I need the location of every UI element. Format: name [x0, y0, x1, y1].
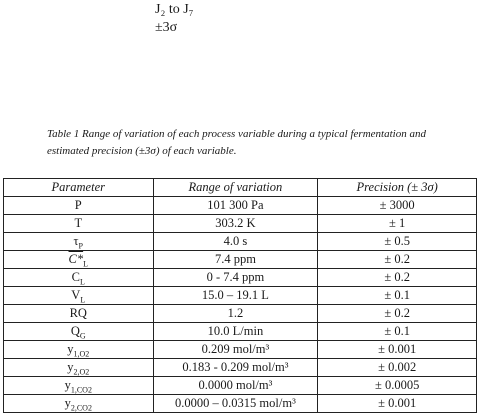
parameter-cell	[4, 197, 154, 215]
parameter-cell	[4, 377, 154, 395]
parameter-cell	[4, 233, 154, 251]
table-caption	[47, 126, 447, 160]
parameter-cell	[4, 251, 154, 269]
parameter-symbol: y	[67, 342, 74, 356]
table-row	[4, 287, 477, 305]
range-cell: 15.0 – 19.1 L	[153, 287, 318, 305]
parameter-cell	[4, 269, 154, 287]
range-cell: 101 300 Pa	[153, 197, 318, 215]
parameter-symbol: P	[74, 198, 82, 212]
parameter-symbol: C	[71, 270, 80, 284]
parameter-symbol: τ	[73, 234, 79, 248]
table-row	[4, 323, 477, 341]
parameter-cell	[4, 287, 154, 305]
parameter-symbol: y	[64, 396, 71, 410]
parameter-subscript: L	[79, 277, 85, 287]
parameter-symbol: C*	[68, 252, 84, 266]
parameter-subscript: L	[83, 259, 88, 269]
precision-cell: ± 0.1	[318, 287, 477, 305]
precision-cell: ± 0.2	[318, 305, 477, 323]
precision-cell: ± 0.5	[318, 233, 477, 251]
parameter-subscript: P	[78, 241, 83, 251]
range-cell: 303.2 K	[153, 215, 318, 233]
table-row	[4, 377, 477, 395]
parameter-symbol: T	[74, 216, 83, 230]
parameter-symbol: V	[71, 288, 81, 302]
header-precision: Precision (± 3σ)	[318, 179, 477, 197]
parameter-subscript: 1,CO2	[70, 385, 92, 395]
equation-fragment-range: J₂ to J₇	[155, 2, 194, 17]
table-row	[4, 305, 477, 323]
precision-cell: ± 0.001	[318, 395, 477, 413]
table-row	[4, 395, 477, 413]
table-row	[4, 215, 477, 233]
equation-fragment-precision: ±3σ	[155, 20, 178, 35]
parameter-subscript: 2,O2	[73, 367, 90, 377]
precision-cell: ± 3000	[318, 197, 477, 215]
table-row	[4, 269, 477, 287]
parameter-subscript: 1,O2	[73, 349, 90, 359]
precision-cell: ± 0.0005	[318, 377, 477, 395]
table-row	[4, 233, 477, 251]
parameter-cell	[4, 215, 154, 233]
range-cell: 0.209 mol/m³	[153, 341, 318, 359]
parameter-symbol: y	[67, 360, 74, 374]
range-cell: 10.0 L/min	[153, 323, 318, 341]
caption-line-2: estimated precision (±3σ) of each variable.	[47, 145, 237, 157]
range-cell: 0.0000 mol/m³	[153, 377, 318, 395]
parameter-symbol: y	[64, 378, 71, 392]
table-row	[4, 341, 477, 359]
range-cell: 4.0 s	[153, 233, 318, 251]
parameter-cell	[4, 305, 154, 323]
range-cell: 0 - 7.4 ppm	[153, 269, 318, 287]
range-cell: 0.0000 – 0.0315 mol/m³	[153, 395, 318, 413]
precision-cell: ± 0.2	[318, 251, 477, 269]
parameter-cell	[4, 323, 154, 341]
precision-cell: ± 0.002	[318, 359, 477, 377]
precision-cell: ± 1	[318, 215, 477, 233]
table-header-row	[4, 179, 477, 197]
parameter-subscript: G	[79, 331, 86, 341]
parameter-table	[3, 178, 477, 413]
parameter-subscript: 2,CO2	[70, 403, 92, 413]
parameter-cell	[4, 359, 154, 377]
table-row	[4, 251, 477, 269]
range-cell: 0.183 - 0.209 mol/m³	[153, 359, 318, 377]
parameter-cell	[4, 395, 154, 413]
header-parameter: Parameter	[4, 179, 154, 197]
header-range: Range of variation	[153, 179, 318, 197]
parameter-symbol: Q	[70, 324, 80, 338]
parameter-subscript: L	[80, 295, 86, 305]
range-cell: 7.4 ppm	[153, 251, 318, 269]
precision-cell: ± 0.001	[318, 341, 477, 359]
precision-cell: ± 0.2	[318, 269, 477, 287]
table-row	[4, 197, 477, 215]
range-cell: 1.2	[153, 305, 318, 323]
parameter-symbol: RQ	[69, 306, 87, 320]
precision-cell: ± 0.1	[318, 323, 477, 341]
parameter-cell	[4, 341, 154, 359]
caption-line-1: Table 1 Range of variation of each process variable during a typical fermentation and	[47, 128, 426, 140]
table-row	[4, 359, 477, 377]
table-body	[4, 197, 477, 413]
